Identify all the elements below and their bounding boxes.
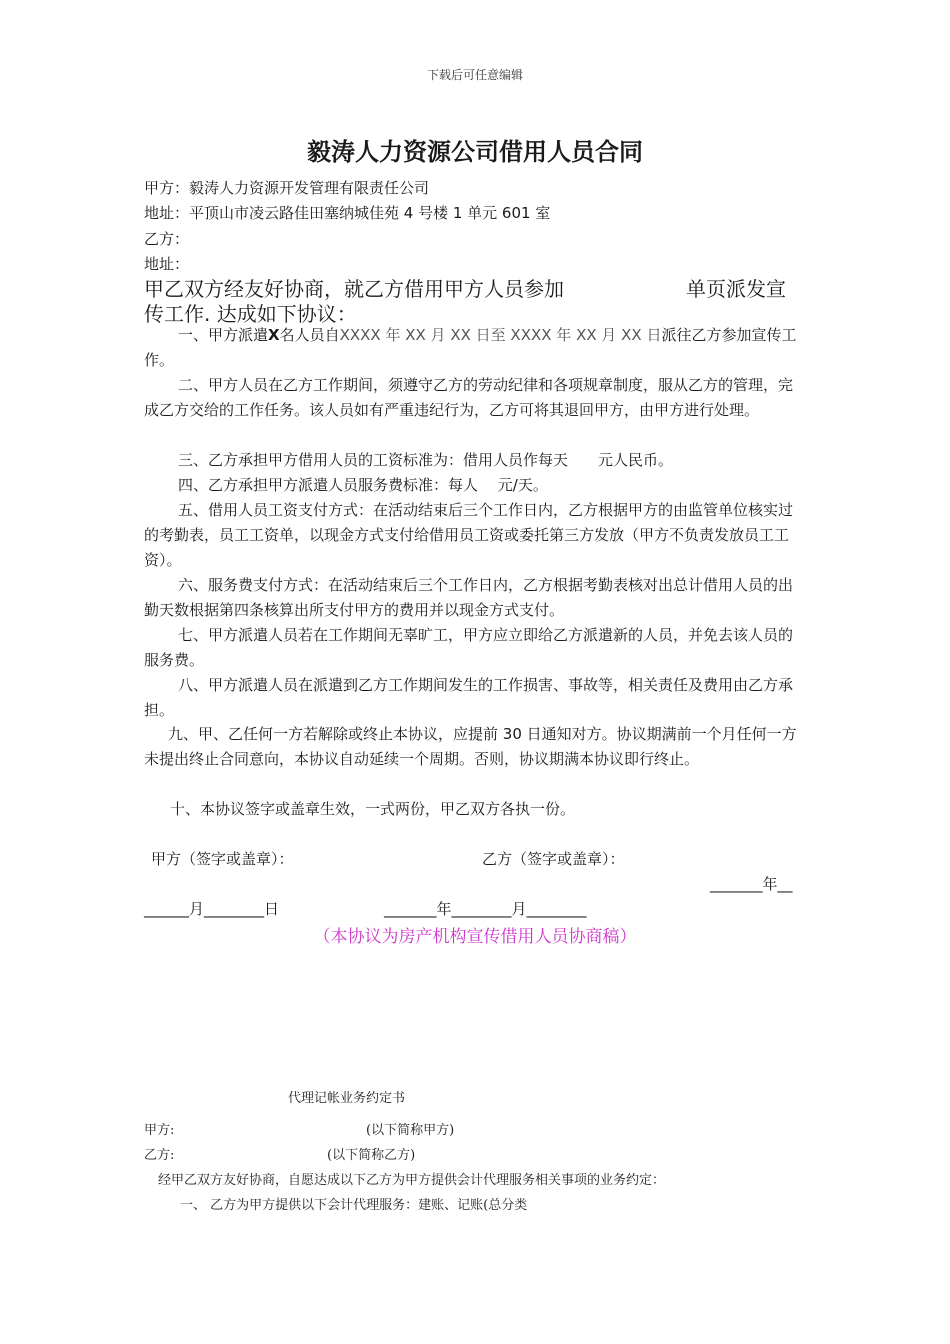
doc2-party-b-note: (以下简称乙方) [327, 1148, 416, 1163]
intro-line-2: 传工作. 达成如下协议： [144, 302, 357, 326]
intro-line-1-left: 甲乙双方经友好协商，就乙方借用甲方人员参加 [144, 277, 564, 301]
sign-party-b: 乙方（签字或盖章）： [482, 850, 625, 868]
doc2-party-b-label: 乙方: [144, 1148, 175, 1163]
clause-8: 八、甲方派遣人员在派遣到乙方工作期间发生的工作损害、事故等，相关责任及费用由乙方承担。 [144, 676, 794, 719]
clause-7: 七、甲方派遣人员若在工作期间无辜旷工，甲方应立即给乙方派遣新的人员，并免去该人员的服务费。 [144, 626, 794, 669]
header-note: 下载后可任意编辑 [426, 68, 523, 82]
doc2-intro: 经甲乙双方友好协商，自愿达成以下乙方为甲方提供会计代理服务相关事项的业务约定： [158, 1173, 666, 1188]
clause-6: 六、服务费支付方式：在活动结束后三个工作日内，乙方根据考勤表核对出总计借用人员的出勤天数根据第四条核算出所支付甲方的费用并以现金方式支付。 [144, 576, 794, 619]
sign-date-right: _______年________月________ [384, 900, 587, 918]
clause-4: 四、乙方承担甲方派遣人员服务费标准：每人 元/天。 [178, 476, 548, 494]
clause-10: 十、本协议签字或盖章生效，一式两份，甲乙双方各执一份。 [170, 800, 576, 818]
clause-1-text-a: 一、甲方派遣 [178, 326, 269, 344]
clause-2: 二、甲方人员在乙方工作期间，须遵守乙方的劳动纪律和各项规章制度，服从乙方的管理，完成乙方交给的工作任务。该人员如有严重违纪行为，乙方可将其退回甲方，由甲方进行处理。 [144, 376, 794, 419]
intro-line-1-right: 单页派发宣 [686, 277, 786, 301]
clause-1-text-c: 名人员自 [279, 326, 340, 344]
doc2-party-a-note: (以下简称甲方) [366, 1123, 455, 1138]
page-title: 毅涛人力资源公司借用人员合同 [307, 138, 643, 166]
clause-1-dates: XXXX 年 XX 月 XX 日至 XXXX 年 XX 月 XX 日 [339, 326, 662, 344]
clause-5: 五、借用人员工资支付方式：在活动结束后三个工作日内，乙方根据甲方的由监管单位核实过的考勤表，员工工资单，以现金方式支付给借用员工资或委托第三方发放（甲方不负责发放员工工资）。 [144, 501, 794, 569]
clause-3: 三、乙方承担甲方借用人员的工资标准为：借用人员作每天 元人民币。 [178, 451, 674, 469]
doc2-item-1: 一、 乙方为甲方提供以下会计代理服务：建账、记账(总分类 [180, 1198, 528, 1213]
doc2-party-a-label: 甲方: [144, 1123, 175, 1138]
address-a-line: 地址：平顶山市凌云路佳田塞纳城佳苑 4 号楼 1 单元 601 室 [144, 204, 551, 222]
clause-9: 九、甲、乙任何一方若解除或终止本协议，应提前 30 日通知对方。协议期满前一个月任何一方未提出终止合同意向，本协议自动延续一个周期。否则，协议期满本协议即行终止。 [144, 725, 797, 768]
party-a-line: 甲方：毅涛人力资源开发管理有限责任公司 [144, 179, 430, 197]
clause-1-text-e: 派往乙方参加宣传工作。 [144, 326, 797, 369]
draft-note: （本协议为房产机构宣传借用人员协商稿） [313, 927, 637, 947]
clause-1 [144, 323, 806, 373]
sign-party-a: 甲方（签字或盖章）： [151, 850, 294, 868]
address-b-line: 地址： [144, 255, 190, 273]
clause-1-count: X [268, 326, 280, 344]
party-b-line: 乙方： [144, 230, 190, 248]
doc2-title: 代理记帐业务约定书 [288, 1091, 406, 1106]
sign-date-right-top: _______年__ [710, 875, 793, 893]
sign-date-left: ______月________日 [144, 900, 280, 918]
